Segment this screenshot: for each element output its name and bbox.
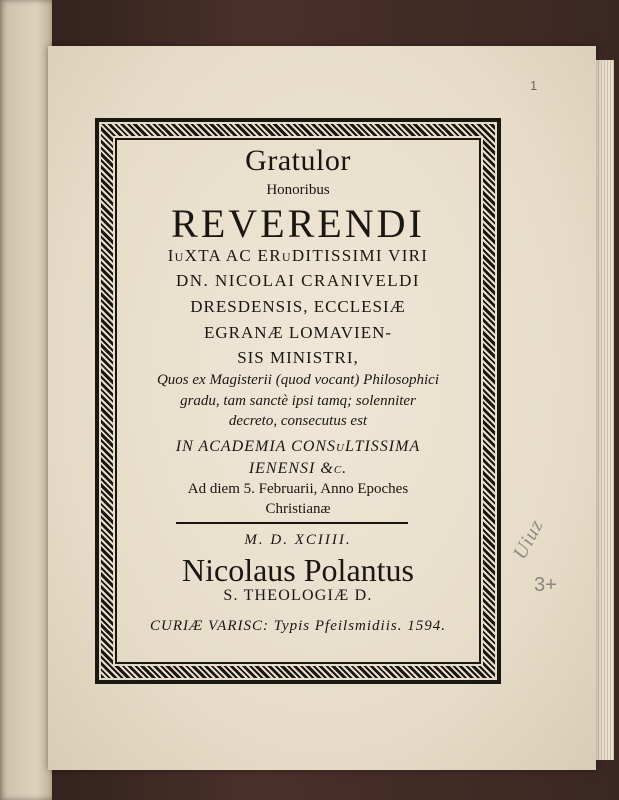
text-ministri: SIS MINISTRI, (237, 348, 359, 367)
text-dedicatee-name: DN. NICOLAI CRANIVELDI (175, 271, 421, 290)
text-honoribus: Honoribus (266, 182, 330, 198)
text-quos: Quos ex Magisterii (quod vocant) Philosophici (156, 372, 440, 388)
pencil-annotation: Uiuz (508, 515, 548, 563)
text-ienensi: IENENSI &c. (248, 460, 348, 477)
text-christianae: Christianæ (265, 501, 331, 517)
left-endpaper (0, 0, 52, 800)
imprint: CURIÆ VARISC: Typis Pfeilsmidiis. 1594. (150, 618, 446, 634)
heading-gratulor: Gratulor (245, 144, 351, 177)
pencil-annotation-number: 3+ (534, 574, 557, 596)
page-number: 1 (530, 78, 538, 93)
text-dresdensis: DRESDENSIS, ECCLESIÆ (190, 297, 406, 316)
text-gradu: gradu, tam sanctè ipsi tamq; solenniter (180, 393, 416, 409)
author-title: S. THEOLOGIÆ D. (223, 587, 373, 604)
heading-reverendi: REVERENDI (171, 201, 425, 246)
text-date: Ad diem 5. Februarii, Anno Epoches (187, 481, 409, 497)
text-iuxta: IuXTA AC ERuDITISSIMI VIRI (167, 246, 429, 265)
horizontal-rule (176, 522, 408, 524)
text-year: M. D. XCIIII. (244, 532, 352, 548)
text-decreto: decreto, consecutus est (228, 413, 368, 429)
text-egranae: EGRANÆ LOMAVIEN- (203, 323, 393, 342)
text-academia: IN ACADEMIA CONSuLTISSIMA (175, 438, 421, 455)
author-name: Nicolaus Polantus (182, 552, 414, 588)
